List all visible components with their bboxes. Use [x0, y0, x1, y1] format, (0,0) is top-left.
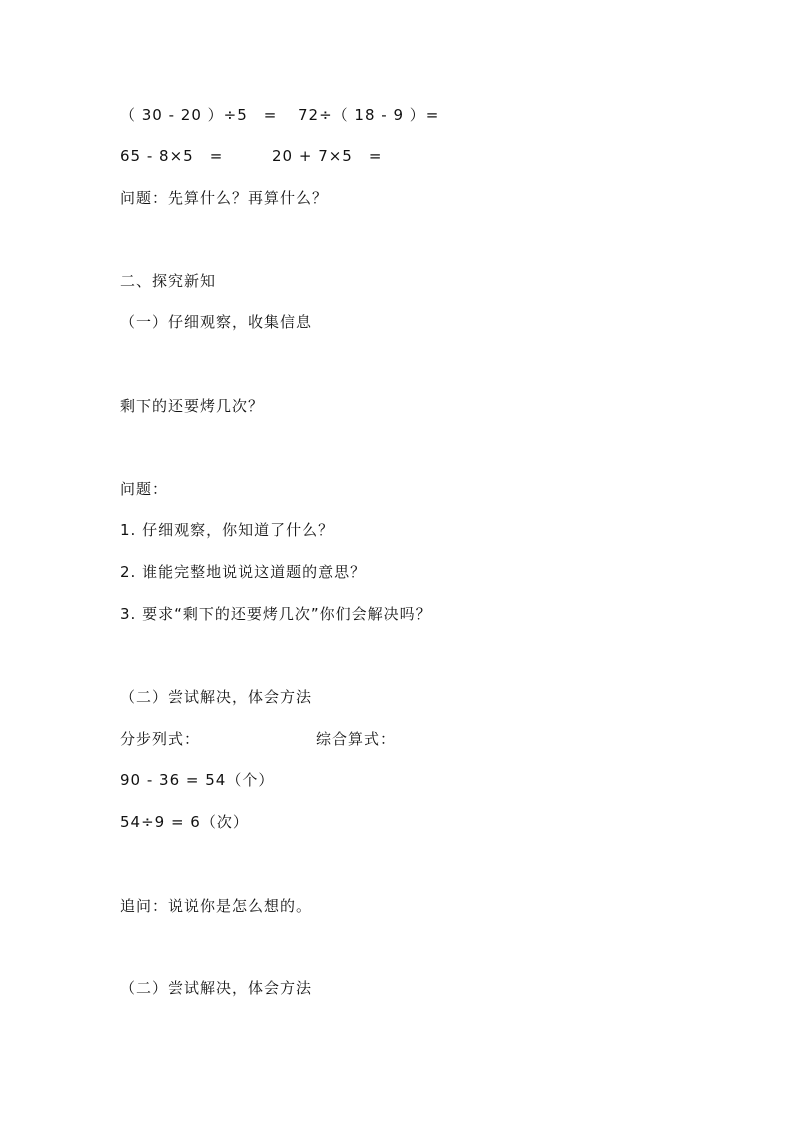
questions-label: 问题： — [120, 480, 169, 498]
review-equation-2: 72÷（ 18 - 9 ）= — [298, 106, 440, 124]
combined-label: 综合算式： — [316, 730, 397, 748]
step-equation-2: 54÷9 = 6（次） — [120, 813, 249, 831]
review-equation-3: 65 - 8×5 = — [120, 147, 224, 165]
review-question: 问题：先算什么？再算什么？ — [120, 189, 329, 207]
problem-text: 剩下的还要烤几次？ — [120, 397, 265, 415]
followup-question: 追问：说说你是怎么想的。 — [120, 897, 313, 915]
review-equation-1: （ 30 - 20 ）÷5 = — [120, 106, 278, 124]
subsection-heading-try-repeat: （二）尝试解决，体会方法 — [120, 979, 313, 997]
step-equation-1: 90 - 36 = 54（个） — [120, 771, 275, 789]
question-2: 2. 谁能完整地说说这道题的意思？ — [120, 563, 367, 581]
stepwise-label: 分步列式： — [120, 730, 201, 748]
question-3: 3. 要求“剩下的还要烤几次”你们会解决吗？ — [120, 605, 432, 623]
subsection-heading-try: （二）尝试解决，体会方法 — [120, 688, 313, 706]
question-1: 1. 仔细观察，你知道了什么？ — [120, 521, 335, 539]
subsection-heading-observe: （一）仔细观察，收集信息 — [120, 313, 313, 331]
review-equation-4: 20 + 7×5 = — [272, 147, 383, 165]
section-heading: 二、探究新知 — [120, 272, 217, 290]
